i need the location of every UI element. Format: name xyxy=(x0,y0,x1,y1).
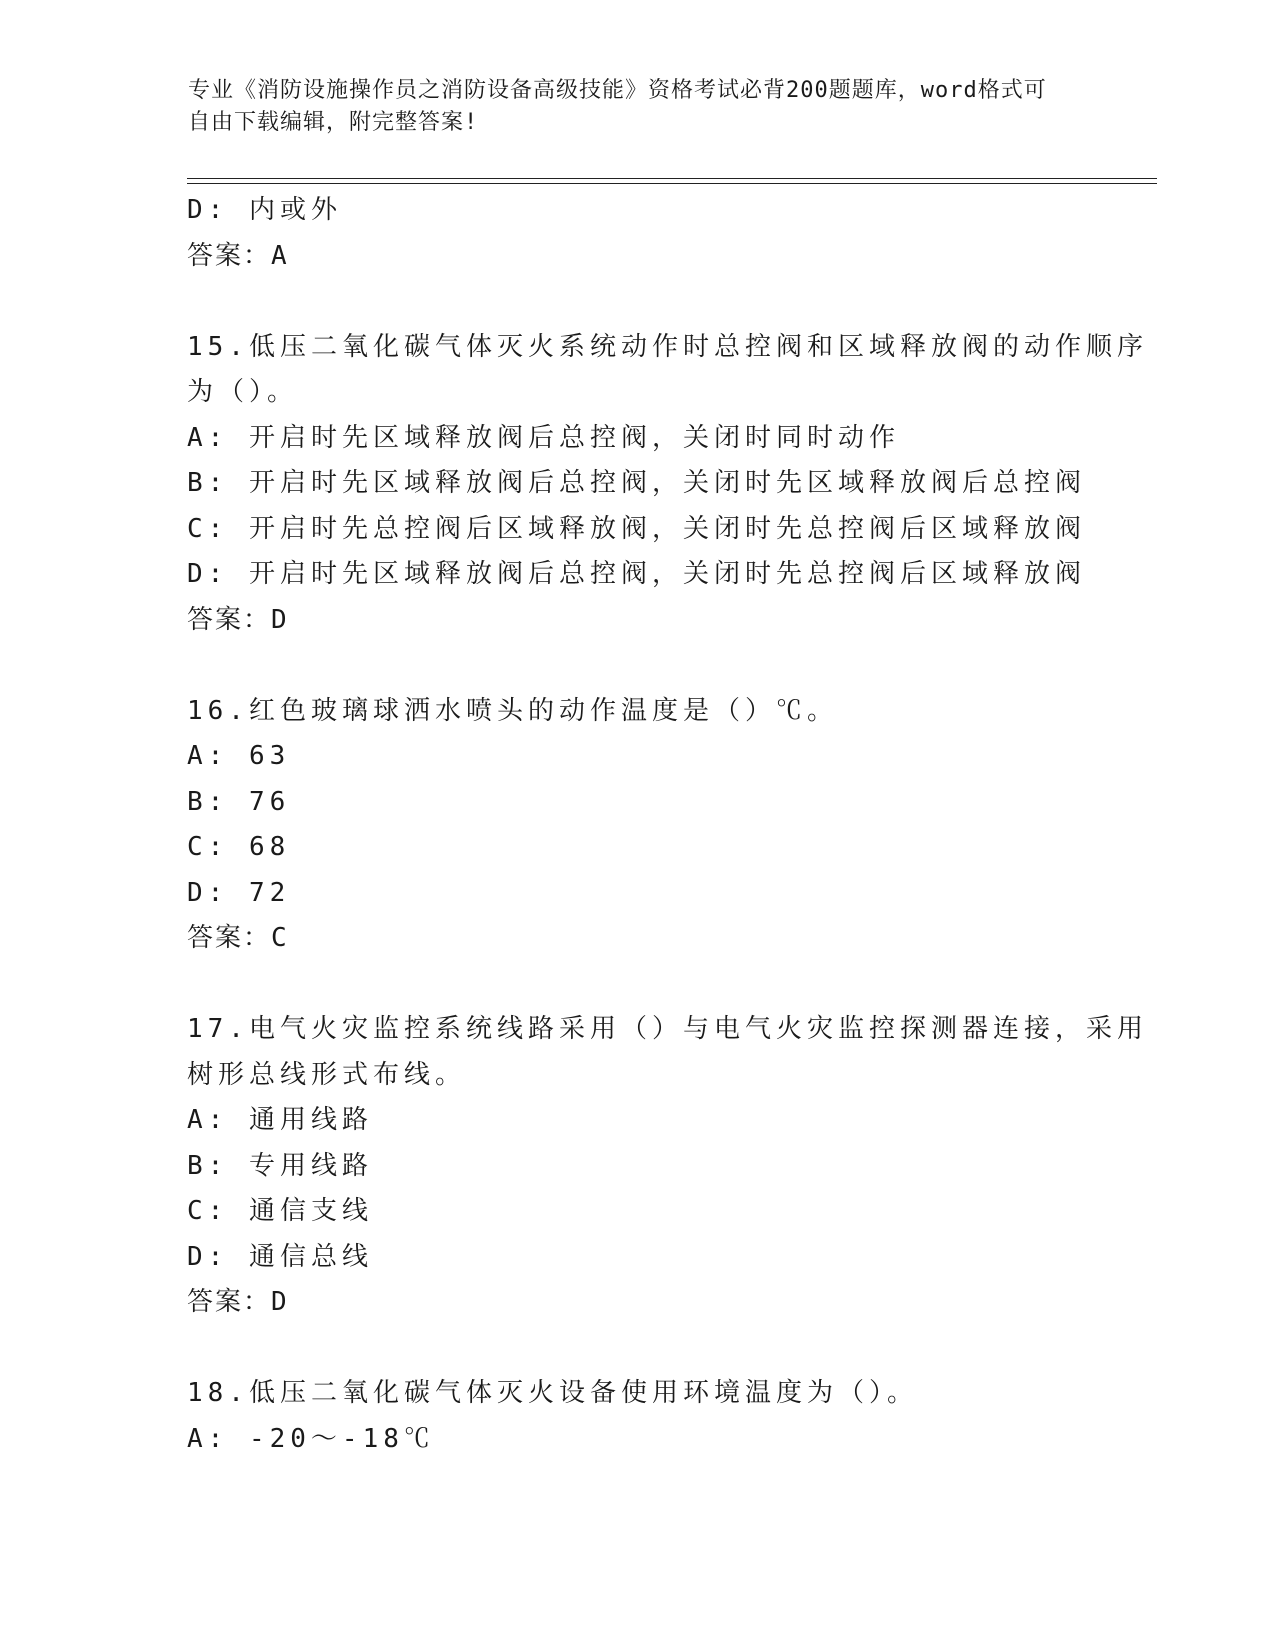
answer-value: C xyxy=(271,923,289,953)
answer-value: D xyxy=(271,604,289,635)
option-d: D: 72 xyxy=(187,877,291,908)
answer-label: 答案： xyxy=(187,923,272,953)
option-d: D: 内或外 xyxy=(187,195,342,225)
option-a: A: 63 xyxy=(187,741,291,771)
option-d: D: 通信总线 xyxy=(187,1241,373,1272)
answer-label: 答案： xyxy=(187,1287,272,1317)
question-stem: 18.低压二氧化碳气体灭火设备使用环境温度为（）。 xyxy=(187,1378,918,1408)
header-divider-top xyxy=(187,178,1157,179)
question-stem: 17.电气火灾监控系统线路采用（）与电气火灾监控探测器连接，采用 xyxy=(187,1014,1148,1044)
answer-label: 答案： xyxy=(187,240,272,271)
option-d: D: 开启时先区域释放阀后总控阀，关闭时先总控阀后区域释放阀 xyxy=(187,559,1086,589)
question-stem-cont: 树形总线形式布线。 xyxy=(187,1059,467,1090)
option-c: C: 通信支线 xyxy=(187,1196,373,1226)
option-a: A: -20～-18℃ xyxy=(187,1423,435,1454)
answer-line xyxy=(187,234,1087,280)
question-18 xyxy=(187,1371,1087,1462)
option-c: C: 68 xyxy=(187,832,291,862)
question-stem: 16.红色玻璃球洒水喷头的动作温度是（）℃。 xyxy=(187,695,838,726)
answer-line xyxy=(187,1280,1087,1326)
question-17 xyxy=(187,1007,1148,1326)
question-stem-cont: 为（）。 xyxy=(187,377,299,407)
answer-label: 答案： xyxy=(187,604,272,635)
answer-value: D xyxy=(271,1287,289,1317)
document-header: 专业《消防设施操作员之消防设备高级技能》资格考试必背200题题库，word格式可自由下载编辑，附完整答案! xyxy=(188,78,1047,135)
option-c: C: 开启时先总控阀后区域释放阀，关闭时先总控阀后区域释放阀 xyxy=(187,513,1086,544)
option-b: B: 开启时先区域释放阀后总控阀，关闭时先区域释放阀后总控阀 xyxy=(187,468,1086,498)
question-stem: 15.低压二氧化碳气体灭火系统动作时总控阀和区域释放阀的动作顺序 xyxy=(187,331,1148,362)
answer-line xyxy=(187,598,1087,644)
answer-line xyxy=(187,916,1087,962)
option-a: A: 通用线路 xyxy=(187,1105,373,1135)
option-b: B: 76 xyxy=(187,786,291,817)
option-b: B: 专用线路 xyxy=(187,1150,373,1181)
option-a: A: 开启时先区域释放阀后总控阀，关闭时同时动作 xyxy=(187,422,900,453)
answer-value: A xyxy=(271,240,289,271)
question-list xyxy=(187,188,1148,1462)
header-divider-bottom xyxy=(187,183,1157,184)
question-15 xyxy=(187,325,1148,644)
question-16 xyxy=(187,689,1087,962)
